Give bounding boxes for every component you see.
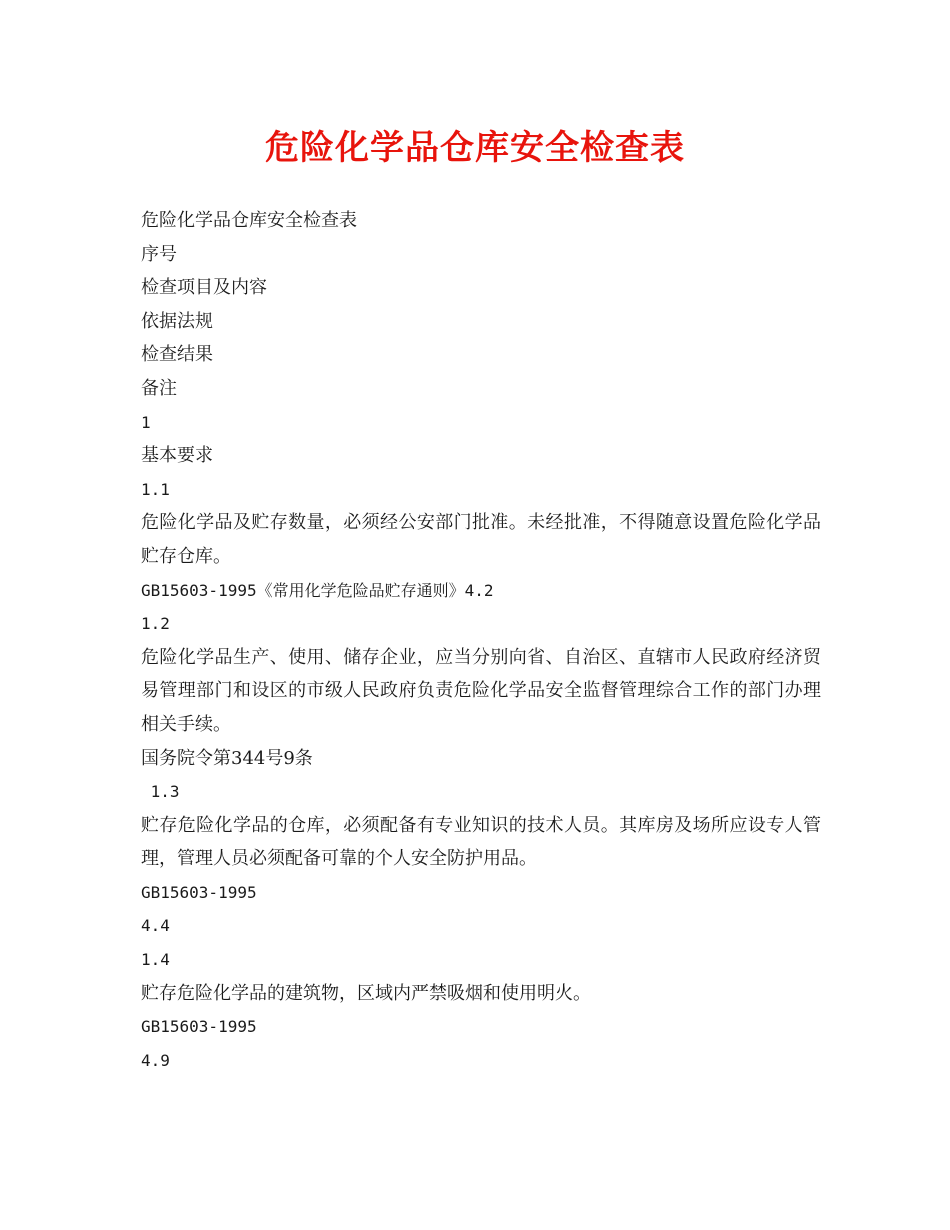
document-body [141, 204, 821, 1077]
item-regulation: GB15603-1995 [141, 1017, 257, 1037]
item-regulation: 国务院令第344号9条 [141, 747, 313, 769]
column-header-result: 检查结果 [141, 344, 213, 366]
item-regulation-clause: 4.9 [141, 1050, 170, 1070]
table-heading: 危险化学品仓库安全检查表 [141, 210, 357, 231]
item-number: 1.1 [141, 479, 170, 499]
column-header-number: 序号 [141, 243, 177, 265]
column-header-regulation: 依据法规 [141, 310, 213, 332]
column-header-remark: 备注 [141, 377, 177, 399]
item-content: 贮存危险化学品的建筑物，区域内严禁吸烟和使用明火。 [141, 982, 591, 1004]
document-title: 危险化学品仓库安全检查表 [265, 128, 685, 168]
section-title: 基本要求 [141, 445, 213, 467]
item-content: 危险化学品及贮存数量，必须经公安部门批准。未经批准，不得随意设置危险化学品贮存仓库。 [141, 512, 821, 567]
column-header-item: 检查项目及内容 [141, 277, 267, 299]
item-regulation-clause: 4.4 [141, 916, 170, 936]
item-content: 危险化学品生产、使用、储存企业，应当分别向省、自治区、直辖市人民政府经济贸易管理部门和设区的市级人民政府负责危险化学品安全监督管理综合工作的部门办理相关手续。 [141, 646, 821, 735]
item-number: 1.4 [141, 950, 170, 970]
item-regulation: GB15603-1995《常用化学危险品贮存通则》4.2 [141, 580, 494, 600]
item-number: 1.2 [141, 614, 170, 634]
section-number: 1 [141, 412, 151, 432]
item-regulation: GB15603-1995 [141, 882, 257, 902]
item-content: 贮存危险化学品的仓库，必须配备有专业知识的技术人员。其库房及场所应设专人管理，管理人员必须配备可靠的个人安全防护用品。 [141, 814, 821, 870]
item-number: 1.3 [141, 782, 180, 802]
